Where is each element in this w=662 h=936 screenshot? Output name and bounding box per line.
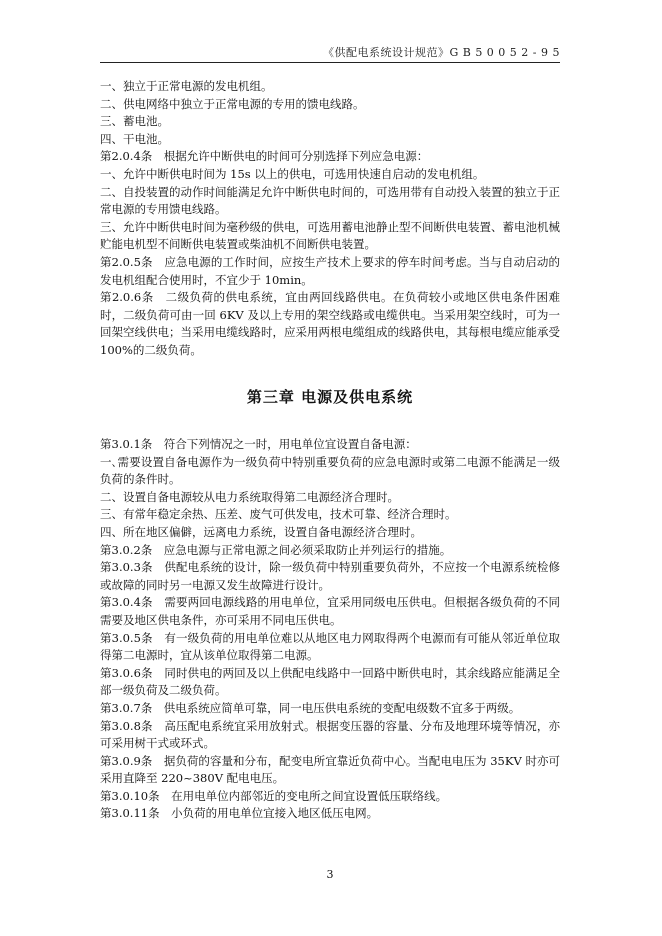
paragraph: 第3.0.3条 供配电系统的设计，除一级负荷中特别重要负荷外，不应按一个电源系统检修或故障的同时另一电源又发生故障进行设计。 — [100, 560, 560, 592]
paragraph: 一、独立于正常电源的发电机组。 — [100, 79, 273, 93]
paragraph: 第2.0.6条 二级负荷的供电系统，宜由两回线路供电。在负荷较小或地区供电条件困难时，二级负荷可由一回 6KV 及以上专用的架空线路或电缆供电。当采用架空线时，可为一回架空线供电；当采用电缆线路时，应采用两根电缆组成的线路供电，其每根电缆应能承受 100%的二级负荷。 — [100, 290, 560, 357]
body-section-b — [100, 436, 560, 823]
chapter-title: 第三章 电源及供电系统 — [246, 388, 414, 406]
paragraph: 一、允许中断供电时间为 15s 以上的供电，可选用快速自启动的发电机组。 — [100, 166, 485, 181]
header-rule — [100, 62, 560, 63]
paragraph: 三、允许中断供电时间为毫秒级的供电，可选用蓄电池静止型不间断供电装置、蓄电池机械贮能电机型不间断供电装置或柴油机不间断供电装置。 — [100, 219, 560, 252]
paragraph: 一､需要设置自备电源作为一级负荷中特别重要负荷的应急电源时或第二电源不能满足一级负荷的条件时。 — [100, 454, 560, 487]
paragraph: 二、供电网络中独立于正常电源的专用的馈电线路。 — [100, 96, 365, 111]
paragraph: 四、所在地区偏僻，远离电力系统，设置自备电源经济合理时。 — [100, 524, 422, 539]
paragraph: 第3.0.2条 应急电源与正常电源之间必须采取防止并列运行的措施。 — [100, 542, 452, 557]
paragraph: 三、蓄电池。 — [100, 114, 169, 129]
paragraph: 第3.0.6条 同时供电的两回及以上供配电线路中一回路中断供电时，其余线路应能满足全部一级负荷及二级负荷。 — [100, 665, 560, 698]
paragraph: 第3.0.4条 需要两回电源线路的用电单位，宜采用同级电压供电。但根据各级负荷的不同需要及地区供电条件，亦可采用不同电压供电。 — [100, 595, 560, 627]
paragraph: 二、设置自备电源较从电力系统取得第二电源经济合理时。 — [100, 489, 399, 504]
paragraph: 二、自投装置的动作时间能满足允许中断供电时间的，可选用带有自动投入装置的独立于正常电源的专用馈电线路。 — [100, 184, 560, 217]
body-section-a — [100, 78, 560, 360]
paragraph: 第3.0.9条 据负荷的容量和分布，配变电所宜靠近负荷中心。当配电电压为 35KV 时亦可采用直降至 220~380V 配电电压。 — [100, 753, 560, 786]
paragraph: 第3.0.10条 在用电单位内部邻近的变电所之间宜设置低压联络线。 — [100, 788, 448, 803]
running-header: 《供配电系统设计规范》G B 5 0 0 5 2 - 9 5 — [322, 46, 560, 59]
paragraph: 第3.0.11条 小负荷的用电单位宜接入地区低压电网。 — [100, 806, 379, 821]
paragraph: 第3.0.8条 高压配电系统宜采用放射式。根据变压器的容量、分布及地理环境等情况，亦可采用树干式或环式。 — [100, 718, 560, 751]
page-number: 3 — [326, 868, 334, 881]
paragraph: 四、干电池。 — [100, 131, 169, 146]
paragraph: 第3.0.7条 供电系统应简单可靠，同一电压供电系统的变配电级数不宜多于两级。 — [100, 700, 521, 715]
paragraph: 第3.0.1条 符合下列情况之一时，用电单位宜设置自备电源： — [100, 437, 417, 451]
paragraph: 三、有常年稳定余热、压差、废气可供发电，技术可靠、经济合理时。 — [100, 507, 457, 522]
paragraph: 第2.0.5条 应急电源的工作时间，应按生产技术上要求的停车时间考虑。当与自动启动的发电机组配合使用时，不宜少于 10min。 — [100, 254, 560, 287]
paragraph: 第2.0.4条 根据允许中断供电的时间可分别选择下列应急电源： — [100, 149, 429, 164]
paragraph: 第3.0.5条 有一级负荷的用电单位难以从地区电力网取得两个电源而有可能从邻近单位取得第二电源时，宜从该单位取得第二电源。 — [100, 630, 560, 663]
